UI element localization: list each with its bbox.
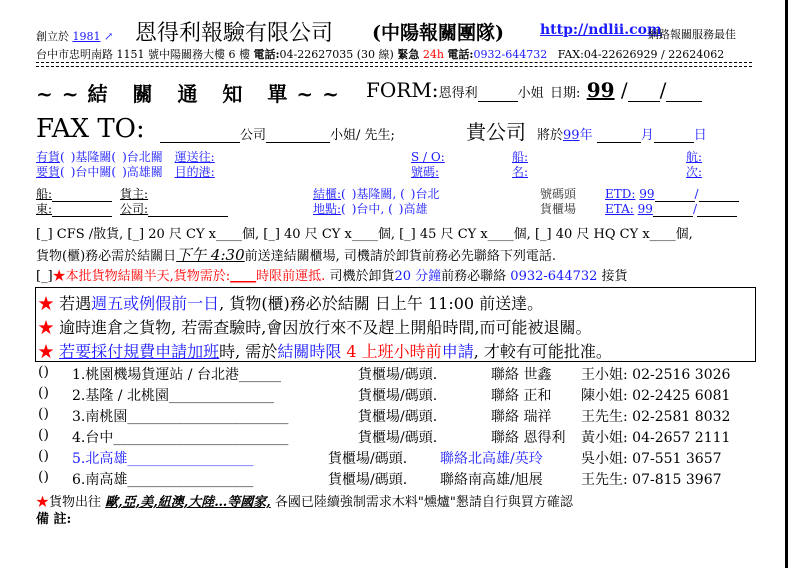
arrow-icon: ↗: [104, 30, 114, 43]
fax-date-fields: 將於99年 月 日: [537, 128, 707, 143]
date-year[interactable]: 99: [586, 78, 615, 102]
fax-to-fields: 公司 小姐/ 先生;: [160, 124, 395, 143]
address-line: 台中市忠明南路 1151 號中陽關務大樓 6 樓 電話:04-22627035 (30 線) 緊急 24h 電話:0932-644732 FAX:04-22626929 / 22624062: [36, 48, 725, 61]
your-company-label: 貴公司: [466, 120, 526, 144]
notice-3: ★ 若要採付規費申請加班時, 需於結關時限 4 上班小時前申請, 才較有可能批准。: [38, 342, 612, 361]
divider: [36, 66, 752, 67]
star-icon: ★: [38, 294, 55, 313]
star-icon: ★: [38, 342, 55, 361]
ship-block: 船: 名:: [512, 150, 529, 179]
warning-line: [_]★本批貨物結關半天,貨物需於:____時限前運抵. 司機於卸貨20 分鐘前務必聯絡 0932-644732 接貨: [36, 269, 628, 284]
etd-eta-block: ETD: 99 / ETA: 99 /: [605, 187, 739, 217]
company-name: 恩得利報驗有限公司: [135, 21, 334, 46]
founded-text: 創立於 1981 ↗: [36, 30, 114, 43]
voyage-block: 航: 次:: [686, 150, 703, 179]
closing-note: 貨物(櫃)務必需於結關日下午 4:30前送達結關櫃場, 司機請於卸貨前務必先聯絡下列電話.: [36, 246, 557, 264]
website-tagline: 網路報關服務最佳: [648, 28, 736, 41]
remarks-label: 備 註:: [36, 512, 72, 527]
website-link[interactable]: http://ndlii.com: [540, 22, 662, 38]
company-group: (中陽報關團隊): [372, 22, 504, 44]
form-title: ~~結 關 通 知 單~~: [36, 82, 348, 106]
star-icon: ★: [38, 318, 55, 337]
divider: [36, 62, 752, 63]
cargo-type-block: 結櫃:( )基隆關, ( )台北 地點:( )台中, ( )高雄: [313, 187, 440, 216]
container-options: [_] CFS /散貨, [_] 20 尺 CY x____個, [_] 40 尺 CY x____個, [_] 45 尺 CY x____個, [_] 40 尺 HQ CY x____個,: [36, 227, 693, 242]
terminal-block: 號碼頭 貨櫃場: [540, 187, 577, 216]
so-block: S / O: 號碼:: [411, 150, 445, 179]
notice-2: ★ 逾時進倉之貨物, 若需查驗時,會因放行來不及趕上開船時間,而可能被退關。: [38, 318, 592, 337]
shipper-block: 船: 貨主: 東: 公司:: [36, 187, 228, 217]
shipment-type-block: 有貨( )基隆關( )台北關 運送往: 要貨( )台中關( )高雄關 目的港:: [36, 150, 215, 179]
form-label: FORM:恩得利 小姐 日期: 99 / /: [366, 78, 702, 102]
notice-1: ★ 若遇週五或例假前一日, 貨物(櫃)務必於結關 日上午 11:00 前送達。: [38, 294, 544, 313]
fax-to-label: FAX TO:: [36, 114, 145, 144]
footer-note: ★貨物出往 歐,亞,美,紐澳,大陸…等國家, 各國已陸續強制需求木料"燻爐"懇請自行與買方確認: [36, 495, 573, 510]
fax-form-page: 創立於 1981 ↗ 恩得利報驗有限公司 (中陽報關團隊) http://ndlii.com 網路報關服務最佳 台中市忠明南路 1151 號中陽關務大樓 6 樓 電話:04-22627035 (30 線) 緊急 24h 電話:0932-644732 FAX:04-22626929 / 22624062 ~~結 關 通 知 單~~ FORM:恩得利 小姐 日期: 99 / / FAX TO: 公司 小姐/ 先生; 貴公司 將於99年 月 日 有貨( )基隆關( )台北關 運送往: 要貨( )台中關( )高雄關 目的港: S / O: 號碼: 船: 名: 航: 次: 船: 貨主: 東: 公司: 結櫃:( )基隆關, ( )台北 地點:( )台中, ( )高雄 號碼頭 貨櫃場 ETD: 99 / ETA: 99 / [_] CFS /散貨, [_] 20 尺 CY x____個, [_] 40 尺 CY x____個, [_] 45 尺 CY x____個, [_] 40 尺 HQ CY x____個, 貨物(櫃)務必需於結關日下午 4:30前送達結關櫃場, 司機請於卸貨前務必先聯絡下列電話. [_]★本批貨物結關半天,貨物需於:____時限前運抵. 司機於卸貨20 分鐘前務必聯絡 0932-644732 接貨 ★ 若遇週五或例假前一日, 貨物(櫃)務必於結關 日上午 11:00 前送達。 ★ 逾時進倉之貨物, 若需查驗時,會因放行來不及趕上開船時間,而可能被退關。 ★ 若要採付規費申請加班時, 需於結關時限 4 上班小時前申請, 才較有可能批准。 ( ) 1.桃園機場貨運站 / 台北港______ 貨櫃場/碼頭. 聯絡 世鑫 王小姐: 02-2516 3026 ( ) 2.基隆 / 北桃園_______________ 貨櫃場/碼頭. 聯絡 正和 陳小姐: 02-2425 6081 ( ) 3.南桃園_______________________ 貨櫃場/碼頭. 聯絡 瑞祥 王先生: 02-2581 8032 ( ) 4.台中_________________________ 貨櫃場/碼頭. 聯絡 恩得利 黃小姐: 04-2657 2111 ( ) 5.北高雄__________________ 貨櫃場/碼頭. 聯絡北高雄/英玲 吳小姐: 07-551 3657 ( ) 6.南高雄__________________ 貨櫃場/碼頭. 聯絡南高雄/旭展 王先生: 07-815 3967 ★貨物出往 歐,亞,美,紐澳,大陸…等國家, 各國已陸續強制需求木料"燻爐"懇請自行與買方確認 備 註:: [0, 0, 788, 568]
star-icon: ★: [36, 495, 50, 510]
founded-year-link[interactable]: 1981: [72, 30, 101, 43]
